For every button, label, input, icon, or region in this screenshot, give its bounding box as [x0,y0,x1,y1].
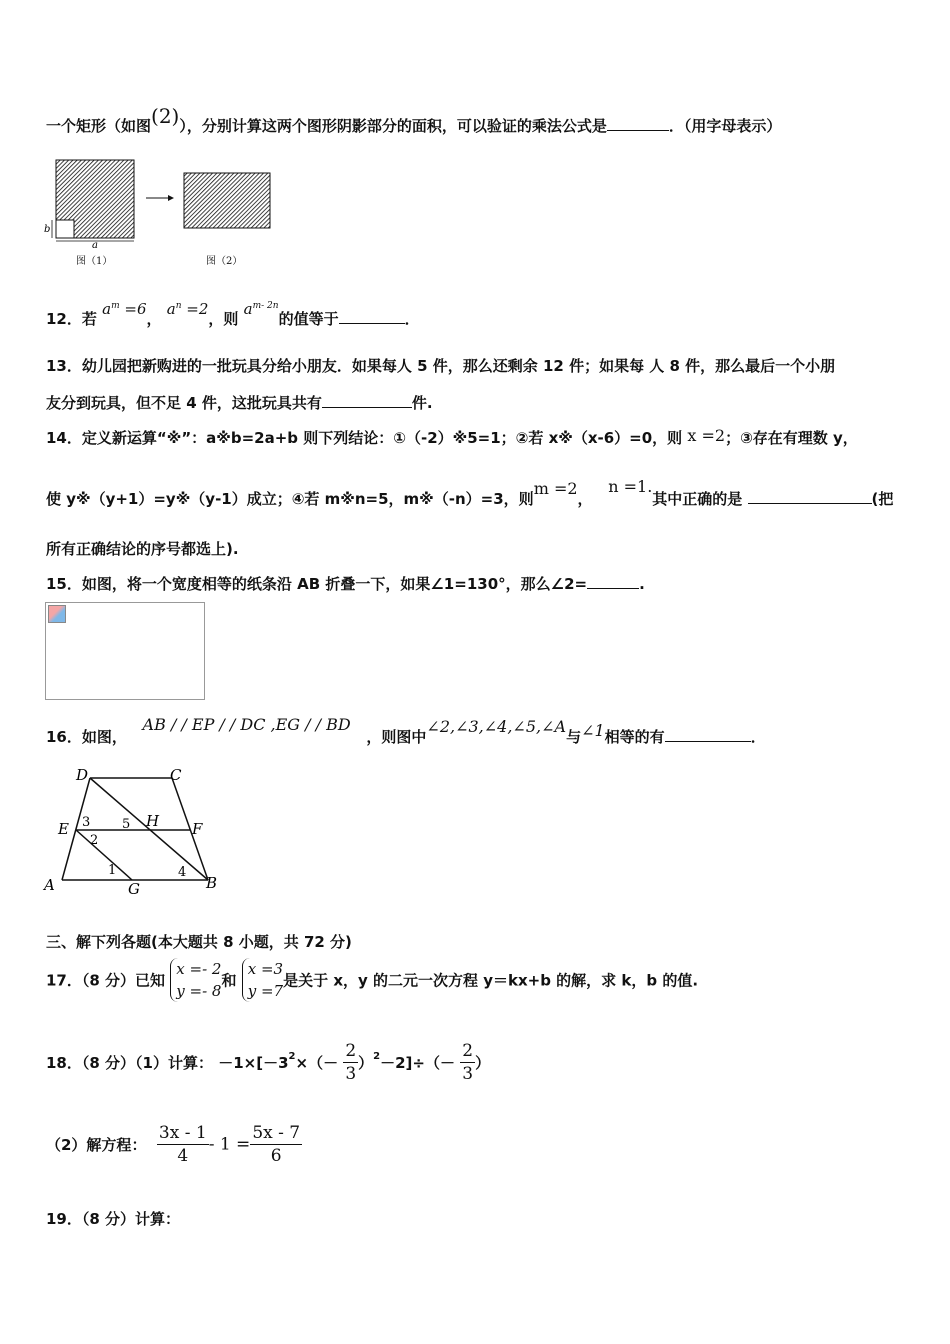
label-G: G [128,880,140,898]
q12-tail-b: ． [404,310,420,328]
figure-1 [52,160,134,241]
q16-answer-blank[interactable] [665,727,751,742]
q18-line2: （2）解方程： $\frac{3x - 1}{4}$ - 1 = $\frac{5x - 7}{6}$ [46,1123,301,1166]
q12-sep2: ，则 [208,310,239,328]
q11-text-b: ），分别计算这两个图形阴影部分的面积，可以验证的乘法公式是 [179,117,607,135]
q17-system1: x =- 2 y =- 8 [170,958,221,1002]
q11-text-c: ．（用字母表示） [668,117,782,135]
q14-answer-blank[interactable] [748,489,872,504]
label-a: a [92,240,98,251]
q11-answer-blank[interactable] [607,116,669,131]
q16-figure [40,760,230,900]
q12-answer-blank[interactable] [339,309,405,324]
q12-tail-a: 的值等于 [278,310,339,328]
broken-image-icon [48,605,66,623]
label-A: A [44,876,55,894]
q15-line: 15．如图，将一个宽度相等的纸条沿 AB 折叠一下，如果∠1=130°，那么∠2= . [46,575,645,593]
q12-expr1: $a^m =6$ [102,300,147,318]
q12-expr3: $a^{m- 2n}$ [243,300,279,318]
angle-5: 5 [122,817,131,832]
figure-2 [184,173,270,228]
q14-line3: 所有正确结论的序号都选上). [46,540,239,558]
q19-line: 19．（8 分）计算： [46,1210,181,1228]
arrow [146,195,174,201]
q13-answer-blank[interactable] [322,393,412,408]
q13-line2: 友分到玩具，但不足 4 件，这批玩具共有 件. [46,394,433,412]
label-F: F [192,820,203,838]
q12-sep1: ， [146,310,162,328]
q14-line1: 14．定义新运算“※”：a※b=2a+b 则下列结论：①（-2）※5=1；②若 x※（x-6）=0，则 x =2；③存在有理数 y， [46,426,858,447]
angle-1: 1 [108,863,117,878]
q15-answer-blank[interactable] [587,574,639,589]
label-C: C [170,766,182,784]
q18-eq-left: $\frac{3x - 1}{4}$ [158,1123,207,1166]
label-b: b [44,224,51,235]
q16-line: 16．如图， AB / / EP / / DC ,EG / / BD ，则图中∠2,∠3,∠4,∠5,∠A与∠1相等的有 ． [46,715,766,746]
q11-text-a: 一个矩形（如图 [46,117,152,135]
fig2-caption: 图（2） [206,256,243,267]
q18-frac2: $\frac{2}{3}$ [462,1041,474,1084]
q18-eq-right: $\frac{5x - 7}{6}$ [252,1123,301,1166]
label-D: D [76,766,89,784]
q12-line [46,300,420,329]
fig1-caption: 图（1） [76,256,113,267]
q14-line2: 使 y※（y+1）=y※（y-1）成立；④若 m※n=5，m※（-n）=3，则m =2， n =1.其中正确的是 (把 [46,477,894,508]
q11-line [46,104,782,136]
section3-title: 三、解下列各题(本大题共 8 小题，共 72 分) [46,933,352,951]
label-B: B [206,874,218,892]
q12-expr2: $a^n =2$ [166,300,209,318]
q18-frac1: $\frac{2}{3}$ [345,1041,357,1084]
q13-line1: 13．幼儿园把新购进的一批玩具分给小朋友．如果每人 5 件，那么还剩余 12 件；如果每 人 8 件，那么最后一个小朋 [46,357,836,375]
label-H: H [146,812,160,830]
q11-fig-ref: (2) [151,104,180,128]
q15-image-placeholder [45,602,205,700]
angle-3: 3 [82,815,91,830]
label-E: E [58,820,69,838]
q12-num: 12．若 [46,310,97,328]
q17-system2: x =3 y =7 [242,958,283,1002]
q18-line1: 18．（8 分）（1）计算： $-1\times[-3^2\times(-$ $\frac{2}{3}$ ）$^2$－2]÷（－ $\frac{2}{3}$ ） [46,1041,491,1084]
angle-2: 2 [90,833,99,848]
angle-4: 4 [178,865,187,880]
q17-line: 17．（8 分）已知 x =- 2 y =- 8 和 x =3 y =7 是关于 x，y 的二元一次方程 y＝kx+b 的解，求 k，b 的值. [46,960,699,1000]
